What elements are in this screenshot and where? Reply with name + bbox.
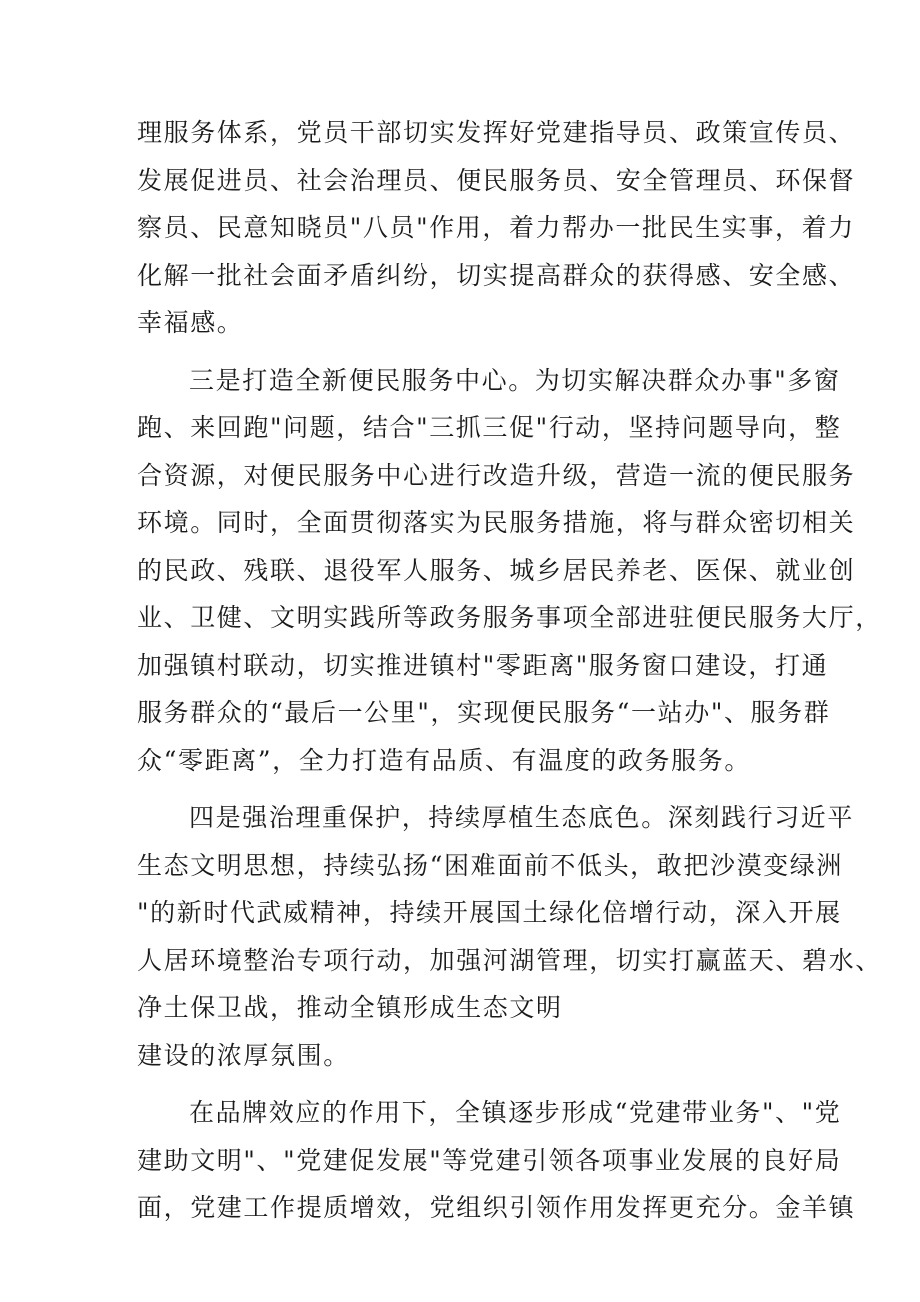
paragraph-4: [137, 1089, 856, 1232]
text-line: 发展促进员、社会治理员、便民服务员、安全管理员、环保督: [137, 165, 856, 195]
text-line: 的民政、残联、退役军人服务、城乡居民养老、医保、就业创: [137, 555, 856, 585]
text-line: 察员、民意知晓员"八员"作用，着力帮办一批民生实事，着力: [137, 213, 855, 242]
text-line: 三是打造全新便民服务中心。为切实解决群众办事"多窗: [189, 365, 841, 395]
text-line: 跑、来回跑"问题，结合"三抓三促"行动，坚持问题导向，整: [137, 413, 842, 442]
text-line: 建设的浓厚氛围。: [137, 1040, 350, 1070]
paragraph-1: [137, 109, 856, 347]
text-line: 业、卫健、文明实践所等政务服务事项全部进驻便民服务大厅，: [137, 603, 882, 632]
text-line: 面，党建工作提质增效，党组织引领作用发挥更充分。金羊镇: [137, 1193, 856, 1222]
text-line: 净土保卫战，推动全镇形成生态文明: [137, 993, 563, 1022]
text-line: 化解一批社会面矛盾纠纷，切实提高群众的获得感、安全感、: [137, 260, 856, 290]
text-line: 合资源，对便民服务中心进行改造升级，营造一流的便民服务: [137, 460, 856, 490]
text-line: 加强镇村联动，切实推进镇村"零距离"服务窗口建设，打通: [137, 650, 829, 680]
text-line: 众“零距离”，全力打造有品质、有温度的政务服务。: [137, 745, 751, 775]
text-line: 理服务体系，党员干部切实发挥好党建指导员、政策宣传员、: [137, 118, 856, 147]
text-line: "的新时代武威精神，持续开展国土绿化倍增行动，深入开展: [137, 898, 842, 927]
paragraph-gap: [137, 784, 817, 794]
text-line: 服务群众的“最后一公里"，实现便民服务“一站办"、服务群: [137, 698, 831, 727]
paragraph-2: [137, 357, 882, 785]
paragraph-gap: [137, 1079, 817, 1089]
text-line: 建助文明"、"党建促发展"等党建引领各项事业发展的良好局: [137, 1145, 842, 1175]
text-line: 人居环境整治专项行动，加强河湖管理，切实打赢蓝天、碧水、: [137, 945, 882, 975]
text-line: 生态文明思想，持续弘扬“困难面前不低头，敢把沙漠变绿洲: [137, 850, 843, 880]
paragraph-3: [137, 794, 882, 1079]
text-line: 幸福感。: [137, 308, 244, 337]
document-body: [137, 109, 882, 1232]
paragraph-gap: [137, 347, 817, 357]
text-line: 四是强治理重保护，持续厚植生态底色。深刻践行习近平: [189, 803, 855, 832]
text-line: 环境。同时，全面贯彻落实为民服务措施，将与群众密切相关: [137, 508, 856, 537]
text-line: 在品牌效应的作用下，全镇逐步形成“党建带业务"、"党: [189, 1098, 842, 1127]
